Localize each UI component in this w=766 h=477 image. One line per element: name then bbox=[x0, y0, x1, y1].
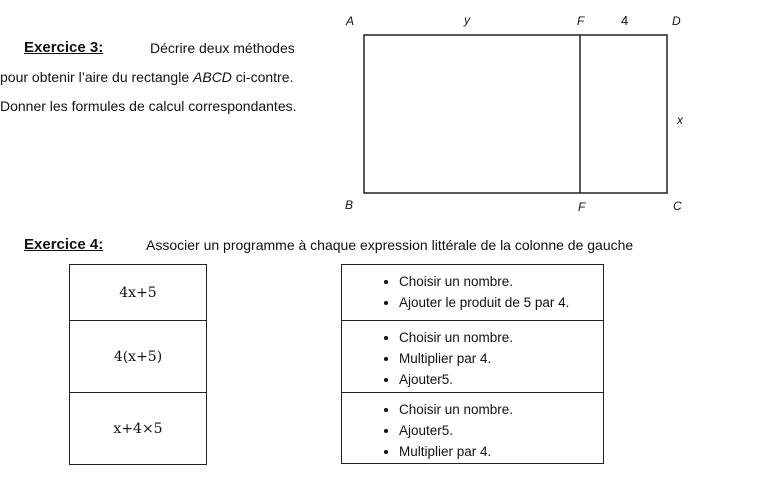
exercise-3-line-1: Décrire deux méthodes bbox=[150, 40, 295, 56]
program-3-step-2: • Ajouter5. bbox=[399, 420, 603, 441]
program-1-step-2: • Ajouter le produit de 5 par 4. bbox=[399, 292, 603, 313]
exercise-4-instruction: Associer un programme à chaque expression littérale de la colonne de gauche bbox=[146, 237, 634, 253]
expression-3: x+4×5 bbox=[113, 420, 163, 437]
expression-cell bbox=[70, 320, 206, 392]
label-d: D bbox=[672, 14, 681, 28]
expression-cell bbox=[70, 265, 206, 320]
label-f-top: F bbox=[577, 14, 585, 28]
exercise-3-heading: Exercice 3: bbox=[24, 39, 104, 56]
expression-cell bbox=[70, 392, 206, 464]
program-3-step-3: • Multiplier par 4. bbox=[399, 441, 603, 462]
program-3-step-1: • Choisir un nombre. bbox=[399, 399, 603, 420]
program-2-step-3: • Ajouter5. bbox=[399, 369, 603, 390]
program-cell-1 bbox=[342, 265, 603, 320]
label-b: B bbox=[345, 198, 354, 212]
exercise-4-heading: Exercice 4: bbox=[24, 236, 104, 253]
expression-2: 4(x+5) bbox=[113, 348, 163, 365]
label-x: x bbox=[677, 113, 683, 127]
program-2-step-1: • Choisir un nombre. bbox=[399, 327, 603, 348]
program-cell-2 bbox=[342, 320, 603, 392]
label-four: 4 bbox=[621, 13, 629, 28]
label-f-bottom: F bbox=[578, 200, 586, 214]
rectangle-abcd bbox=[364, 35, 667, 193]
label-y: y bbox=[464, 13, 470, 27]
label-a: A bbox=[346, 14, 355, 28]
exercise-3-line-3: Donner les formules de calcul correspondantes. bbox=[0, 98, 297, 114]
program-1-step-1: • Choisir un nombre. bbox=[399, 271, 603, 292]
expressions-table bbox=[69, 264, 207, 465]
programs-table bbox=[341, 264, 604, 464]
line-2-pre: pour obtenir l’aire du rectangle bbox=[0, 69, 194, 85]
program-cell-3 bbox=[342, 392, 603, 463]
rectangle-name: ABCD bbox=[193, 69, 232, 85]
label-c: C bbox=[673, 199, 682, 213]
expression-1: 4x+5 bbox=[119, 284, 157, 301]
program-2-step-2: • Multiplier par 4. bbox=[399, 348, 603, 369]
line-2-post: ci-contre. bbox=[231, 69, 294, 85]
